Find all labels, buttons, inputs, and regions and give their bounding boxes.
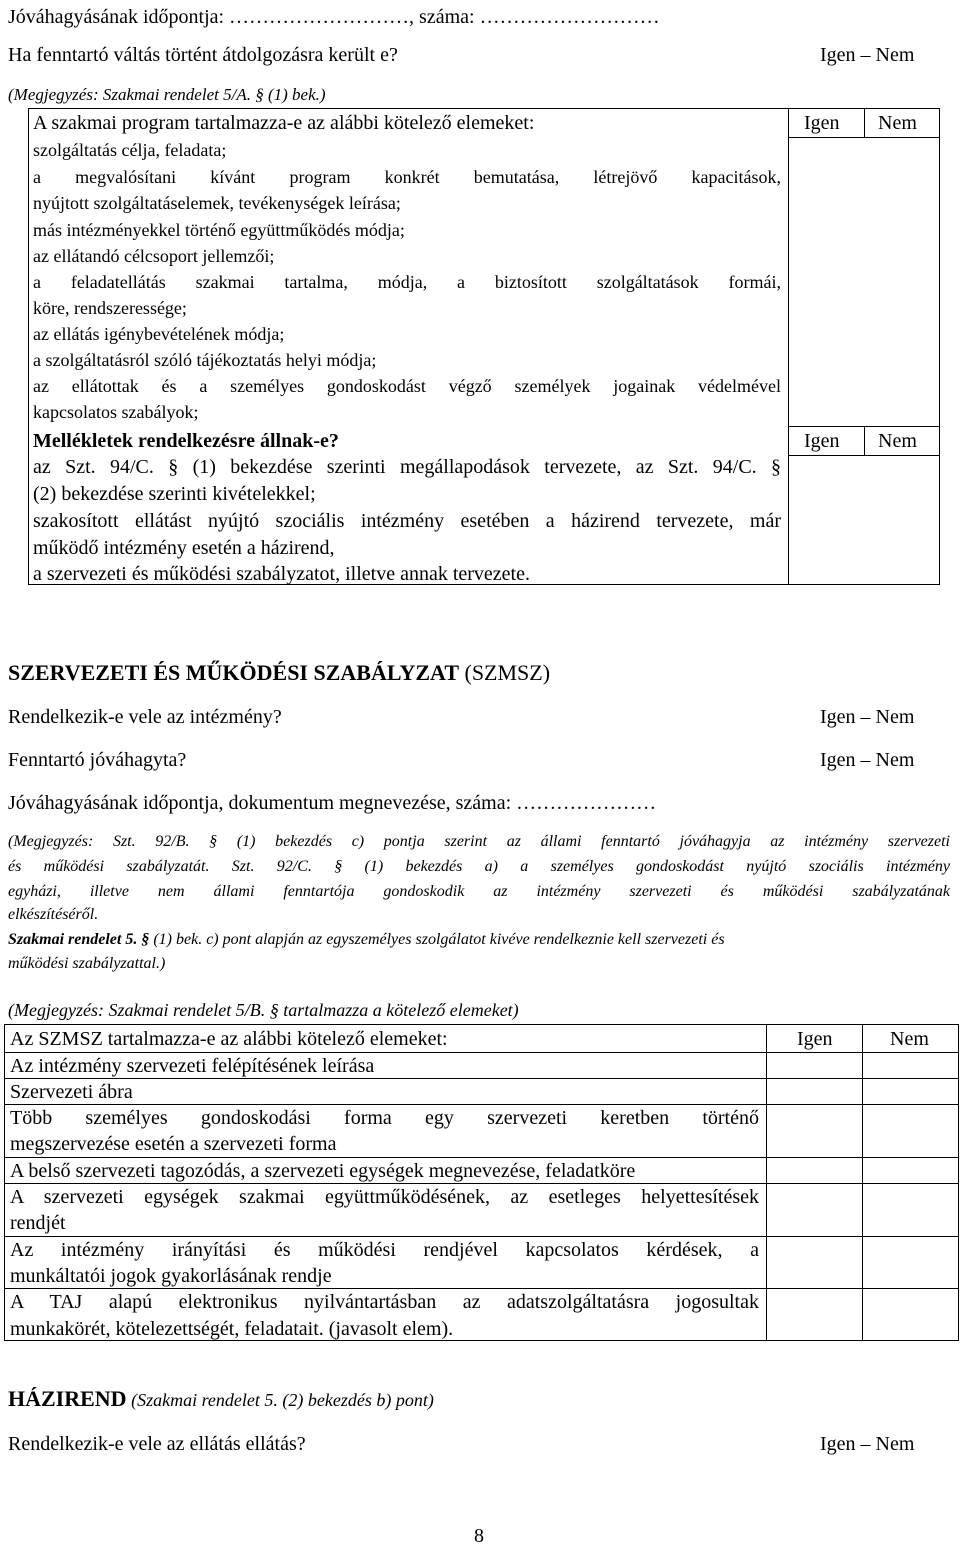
table2-row: rendjét	[10, 1212, 66, 1234]
table2-row: A TAJ alapú elektronikus nyilvántartásban az adatszolgáltatásra jogosultak	[10, 1291, 759, 1313]
table1-line: a feladatellátás szakmai tartalma, módja, a biztosított szolgáltatások formái,	[33, 272, 781, 292]
table1-line: más intézményekkel történő együttműködés módja;	[33, 220, 405, 240]
szmsz-q2: Fenntartó jóváhagyta?	[8, 749, 187, 771]
table1-line: az ellátás igénybevételének módja;	[33, 324, 285, 344]
igen-nem-conversion: Igen – Nem	[820, 44, 915, 66]
table2-row: A belső szervezeti tagozódás, a szervezeti egységek megnevezése, feladatköre	[10, 1160, 636, 1182]
table1-line: kapcsolatos szabályok;	[33, 402, 199, 422]
table2-row: Az intézmény irányítási és működési rendjével kapcsolatos kérdések, a	[10, 1239, 759, 1261]
note-5a: (Megjegyzés: Szakmai rendelet 5/A. § (1) bek.)	[8, 85, 326, 104]
attachment-line: az Szt. 94/C. § (1) bekezdése szerinti megállapodások tervezete, az Szt. 94/C. §	[33, 456, 781, 478]
table1-line: az ellátandó célcsoport jellemzői;	[33, 246, 275, 266]
attachment-line: a szervezeti és működési szabályzatot, illetve annak tervezete.	[33, 563, 530, 585]
table1-line: a megvalósítani kívánt program konkrét bemutatása, létrejövő kapacitások,	[33, 167, 781, 187]
hazirend-title	[8, 1386, 434, 1412]
table1-igen: Igen	[804, 112, 840, 134]
szmsz-igen-nem-2: Igen – Nem	[820, 749, 915, 771]
table2-header: Az SZMSZ tartalmazza-e az alábbi kötelező elemeket:	[10, 1028, 448, 1050]
szmsz-note2-bold: Szakmai rendelet 5. §	[8, 931, 150, 948]
szmsz-note2-rest: (1) bek. c) pont alapján az egyszemélyes szolgálatot kivéve rendelkeznie kell szervezeti és	[149, 931, 725, 948]
table2-nem: Nem	[890, 1028, 929, 1050]
szmsz-igen-nem-1: Igen – Nem	[820, 706, 915, 728]
table2-igen: Igen	[797, 1028, 833, 1050]
table2-row: munkáltatói jogok gyakorlásának rendje	[10, 1265, 332, 1287]
attachment-line: működő intézmény esetén a házirend,	[33, 537, 335, 559]
approval-line: Jóváhagyásának időpontja: ………………………, száma: ………………………	[8, 6, 660, 28]
hazirend-q: Rendelkezik-e vele az ellátás ellátás?	[8, 1433, 306, 1455]
szmsz-title-bold: SZERVEZETI ÉS MŰKÖDÉSI SZABÁLYZAT	[8, 660, 459, 685]
attachments-header: Mellékletek rendelkezésre állnak-e?	[33, 430, 339, 452]
szmsz-title-rest: (SZMSZ)	[459, 660, 551, 685]
hazirend-title-bold: HÁZIREND	[8, 1386, 127, 1411]
szmsz-note-line: egyházi, illetve nem állami fenntartója gondoskodik az intézmény szervezeti és működési szabályzatának	[8, 883, 950, 900]
page-number: 8	[474, 1525, 484, 1547]
table2-row: Több személyes gondoskodási forma egy szervezeti keretben történő	[10, 1107, 759, 1129]
table2-row: A szervezeti egységek szakmai együttműködésének, az esetleges helyettesítések	[10, 1186, 759, 1208]
hazirend-igen-nem: Igen – Nem	[820, 1433, 915, 1455]
hazirend-subtitle: (Szakmai rendelet 5. (2) bekezdés b) pont)	[126, 1390, 434, 1410]
szmsz-note2-line2: működési szabályzattal.)	[8, 955, 166, 972]
attachment-line: szakosított ellátást nyújtó szociális intézmény esetében a házirend tervezete, már	[33, 510, 781, 532]
szmsz-note2	[8, 931, 950, 949]
table1-line: az ellátottak és a személyes gondoskodást végző személyek jogainak védelmével	[33, 376, 781, 396]
table1-header: A szakmai program tartalmazza-e az alábbi kötelező elemeket:	[33, 112, 535, 134]
table2-row: megszervezése esetén a szervezeti forma	[10, 1133, 337, 1155]
szmsz-approval-line: Jóváhagyásának időpontja, dokumentum megnevezése, száma: …………………	[8, 792, 657, 814]
conversion-question: Ha fenntartó váltás történt átdolgozásra került e?	[8, 44, 398, 66]
attachments-nem: Nem	[878, 430, 917, 452]
szmsz-note-line: (Megjegyzés: Szt. 92/B. § (1) bekezdés c) pontja szerint az állami fenntartó jóváhagyja az intézmény szervezeti	[8, 833, 950, 850]
attachment-line: (2) bekezdése szerinti kivételekkel;	[33, 483, 316, 505]
table1-nem: Nem	[878, 112, 917, 134]
table1-line: köre, rendszeressége;	[33, 298, 187, 318]
table2-row: Szervezeti ábra	[10, 1081, 133, 1103]
table1-line: a szolgáltatásról szóló tájékoztatás helyi módja;	[33, 350, 377, 370]
szmsz-title	[8, 660, 550, 686]
table1-line: szolgáltatás célja, feladata;	[33, 140, 227, 160]
attachments-igen: Igen	[804, 430, 840, 452]
szmsz-note3: (Megjegyzés: Szakmai rendelet 5/B. § tartalmazza a kötelező elemeket)	[8, 1000, 519, 1020]
table2-row: Az intézmény szervezeti felépítésének leírása	[10, 1055, 375, 1077]
szmsz-note-line: elkészítéséről.	[8, 906, 99, 923]
table2-row: munkakörét, kötelezettségét, feladatait. (javasolt elem).	[10, 1318, 454, 1340]
szmsz-q1: Rendelkezik-e vele az intézmény?	[8, 706, 282, 728]
table1-line: nyújtott szolgáltatáselemek, tevékenységek leírása;	[33, 193, 401, 213]
szmsz-note-line: és működési szabályzatát. Szt. 92/C. § (1) bekezdés a) a személyes gondoskodást nyújtó szociális intézmény	[8, 858, 950, 875]
